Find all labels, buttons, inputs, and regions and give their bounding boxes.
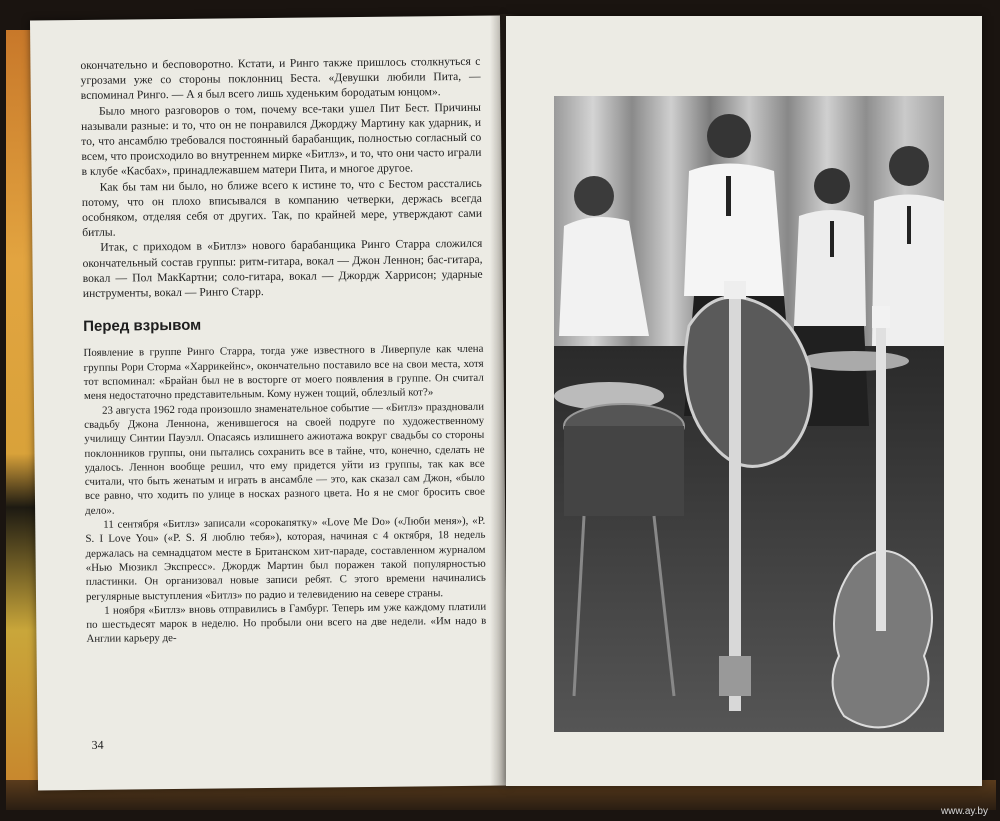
paragraph: Как бы там ни было, но ближе всего к истине то, что с Бестом расстались потому, что он плохо вписывался в компанию четверки, держась всегда особняком, отделяя себя от других. Так, по крайней мере, утверждают сами битлы. [81,176,483,240]
paragraph: Было много разговоров о том, почему все-таки ушел Пит Бест. Причины называли разные: и то, что он не понравился Джорджу Мартину как ударник, и то, что ансамблю требовался постоянный барабанщик, полностью согласный со всем, что происходило во внутреннем мирке «Битлз», и то, что они часто играли в клубе «Касбах», принадлежавшем матери Пита, и многое другое. [81,100,482,179]
band-photo-illustration [554,96,944,732]
paragraph: 23 августа 1962 года произошло знаменательное событие — «Битлз» праздновали свадьбу Джона Леннона, женившегося на своей подруге по художественному училищу Синтии Пауэлл. Опасаясь излишнего ажиотажа вокруг свадьбы со стороны поклонников группы, они пытались сохранить все в тайне, что, конечно, сделать не удалось. Леннон вообще решил, что ему придется уйти из группы, так как все считали, что быть женатым и играть в ансамбле — это, как сказал сам Джон, «было все равно, что ходить по улице в носках разного цвета. Но я не смог бросить свое дело». [84,400,486,517]
watermark: www.ay.by [940,806,988,817]
paragraph: Появление в группе Ринго Старра, тогда уже известного в Ливерпуле как члена группы Рори Сторма «Харрикейнс», окончательно поставило все на свои места, хотя тот вспоминал: «Брайан был не в восторге от моего появления в группе. Он считал меня недостаточно представительным. Кому нужен тощий, облезлый кот?» [83,343,484,403]
paragraph: 1 ноября «Битлз» вновь отправились в Гамбург. Теперь им уже каждому платили по шестьдесят марок в неделю. Но пробыли они всего на две недели. «Им надо в Англии карьеру де- [86,600,487,646]
page-number: 34 [91,737,104,752]
left-page [30,16,508,791]
left-page-text [80,54,486,647]
paragraph: Итак, с приходом в «Битлз» нового барабанщика Ринго Старра сложился окончательный состав группы: ритм-гитара, вокал — Джон Леннон; бас-гитара, вокал — Пол МакКартни; соло-гитара, вокал — Джордж Харрисон; ударные инструменты, вокал — Ринго Старр. [82,237,483,300]
section-body [83,342,486,646]
paragraph: окончательно и бесповоротно. Кстати, и Ринго также пришлось столкнуться с угрозами уже со стороны поклонниц Беста. «Девушки любили Пита, — вспоминал Ринго. — А я был всего лишь худеньким бородатым юнцом». [80,54,481,103]
band-photo [554,96,944,732]
section-heading: Перед взрывом [83,316,202,336]
paragraph: 11 сентября «Битлз» записали «сорокапятку» «Love Me Do» («Люби меня»), «P. S. I Love You» («P. S. Я люблю тебя»), которая, начиная с 4 октября, 18 недель держалась на семнадцатом месте в Британском хит-параде, составленном журналом «Нью Мюзикл Экспресс». Джордж Мартин был поражен такой популярностью пластинки. Он организовал новые записи ребят. С этого времени начинались регулярные выступления «Битлз» по радио и телевидению на севере страны. [85,514,486,603]
